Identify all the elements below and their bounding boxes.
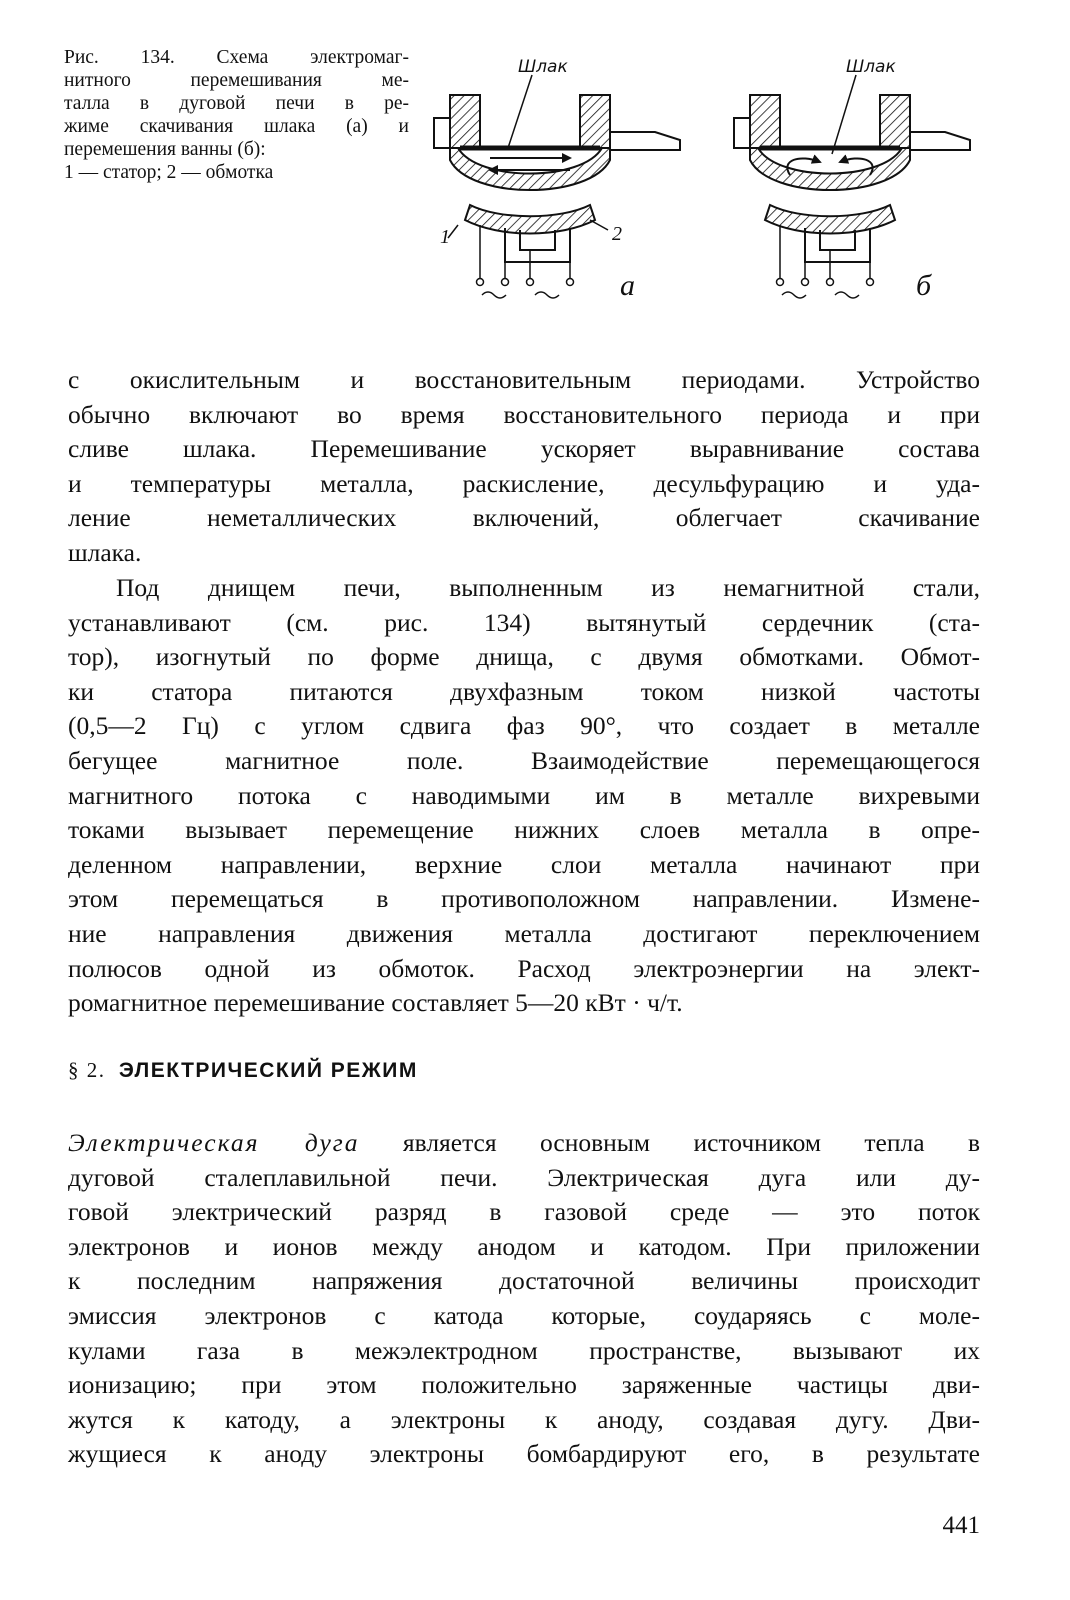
slag-label-b: Шлак [846,57,896,77]
text-line: бегущее магнитное поле. Взаимодействие перемещающегося [68,745,980,775]
caption-line: 1 — статор; 2 — обмотка [64,162,274,183]
slag-label-a: Шлак [518,57,568,77]
paragraph-stirring-periods [68,363,980,571]
text-line: устанавливают (см. рис. 134) вытянутый сердечник (ста- [68,607,980,637]
caption-line: жиме скачивания шлака (а) и [64,116,409,137]
text-line: шлака. [68,537,142,567]
text-line: говой электрический разряд в газовой среде — это поток [68,1197,980,1227]
text-line: и температуры металла, раскисление, десульфурацию и уда- [68,468,980,498]
panel-b-label: б [916,269,932,302]
text-line: дуговой сталеплавильной печи. Электрическая дуга или ду- [68,1162,980,1192]
text-line: токами вызывает перемещение нижних слоев металла в опре- [68,815,980,845]
text-line: сливе шлака. Перемешивание ускоряет выравнивание состава [68,434,980,464]
section-number: § 2. [68,1058,106,1082]
text-line: тор), изогнутый по форме днища, с двумя обмотками. Обмот- [68,642,980,672]
text-line: электронов и ионов между анодом и катодом. При приложении [68,1231,980,1261]
text-line: (0,5—2 Гц) с углом сдвига фаз 90°, что создает в металле [68,711,980,741]
text-line: жущиеся к аноду электроны бомбардируют его, в результате [68,1439,980,1469]
text-line: кулами газа в межэлектродном пространстве, вызывают их [68,1335,980,1365]
text-line: ки статора питаются двухфазным током низкой частоты [68,676,980,706]
text-line: эмиссия электронов с катода которые, соударяясь с моле- [68,1300,980,1330]
text-line: ление неметаллических включений, облегчает скачивание [68,503,980,533]
caption-line: Рис. 134. Схема электромаг- [64,47,409,68]
term-electric-arc: Электрическая дуга [68,1128,360,1157]
callout-winding: 2 [612,223,622,245]
text-fragment: является основным источником тепла в [359,1128,980,1157]
text-line: к последним напряжения достаточной величины происходит [68,1266,980,1296]
panel-a-label: а [620,269,635,302]
panel-a-furnace [434,75,680,298]
paragraph-electric-arc [68,1126,980,1472]
callout-stator: 1 [440,226,450,248]
text-line: этом перемещаться в противоположном направлении. Измене- [68,884,980,914]
caption-line: перемешения ванны (б): [64,139,266,160]
text-line: с окислительным и восстановительным периодами. Устройство [68,365,980,394]
text-line: полюсов одной из обмоток. Расход электроэнергии на элект- [68,953,980,983]
text-line: ионизацию; при этом положительно заряженные частицы дви- [68,1370,980,1400]
text-line-first [68,1126,980,1161]
paragraph-stator-description [68,571,980,1021]
text-line: деленном направлении, верхние слои металла начинают при [68,849,980,879]
panel-b-furnace [734,75,970,298]
furnace-stirring-diagram [420,50,980,310]
caption-line: нитного перемешивания ме- [64,70,409,91]
section-title: ЭЛЕКТРИЧЕСКИЙ РЕЖИМ [118,1059,418,1082]
page-number: 441 [942,1512,980,1539]
section-heading [68,1058,418,1083]
figure-caption [64,46,409,184]
text-line: ромагнитное перемешивание составляет 5—20 кВт · ч/т. [68,988,683,1018]
text-line: обычно включают во время восстановительного периода и при [68,399,980,429]
caption-line: талла в дуговой печи в ре- [64,93,409,114]
text-line: ние направления движения металла достигают переключением [68,918,980,948]
text-line: жутся к катоду, а электроны к аноду, создавая дугу. Дви- [68,1404,980,1434]
text-line: магнитного потока с наводимыми им в металле вихревыми [68,780,980,810]
text-line: Под днищем печи, выполненным из немагнитной стали, [116,573,980,602]
